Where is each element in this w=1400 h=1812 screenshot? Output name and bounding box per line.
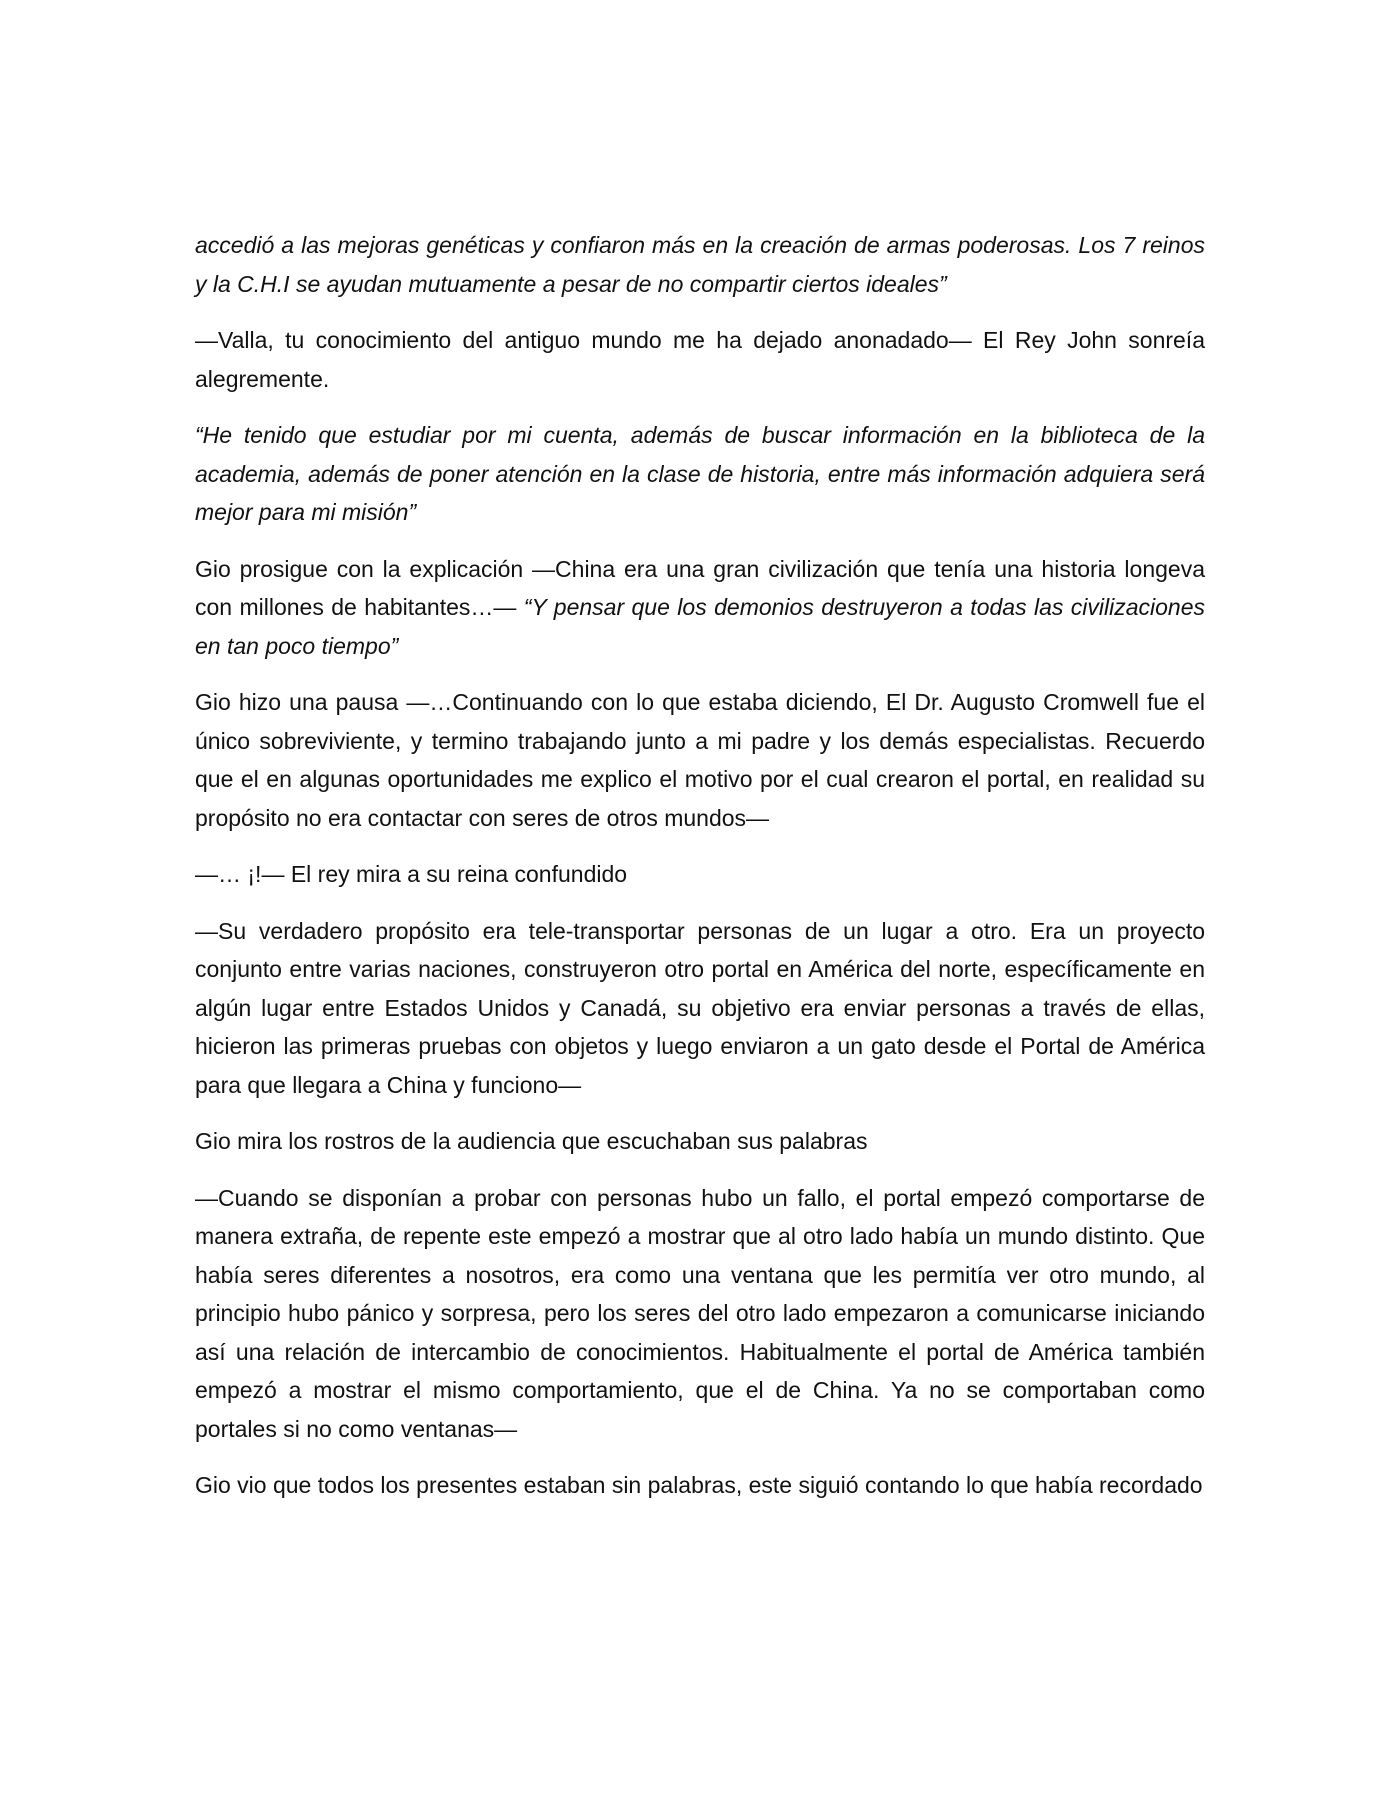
- paragraph-7: [195, 912, 1205, 1105]
- paragraph-4: [195, 550, 1205, 666]
- dialogue-text: —Su verdadero propósito era tele-transportar personas de un lugar a otro. Era un proyecto conjunto entre varias naciones, construyeron otro portal en América del norte, específicamente en algún lugar entre Estados Unidos y Canadá, su objetivo era enviar personas a través de ellas, hicieron las primeras pruebas con objetos y luego enviaron a un gato desde el Portal de América para que llegara a China y funciono—: [195, 917, 1205, 1098]
- paragraph-6: [195, 855, 1205, 894]
- narration-text: Gio vio que todos los presentes estaban sin palabras, este siguió contando lo que había recordado: [195, 1472, 1203, 1498]
- paragraph-5: [195, 683, 1205, 837]
- dialogue-text: —Cuando se disponían a probar con personas hubo un fallo, el portal empezó comportarse de manera extraña, de repente este empezó a mostrar que al otro lado había un mundo distinto. Que había seres diferentes a nosotros, era como una ventana que les permitía ver otro mundo, al principio hubo pánico y sorpresa, pero los seres del otro lado empezaron a comunicarse iniciando así una relación de intercambio de conocimientos. Habitualmente el portal de América también empezó a mostrar el mismo comportamiento, que el de China. Ya no se comportaban como portales si no como ventanas—: [195, 1184, 1205, 1442]
- paragraph-3: [195, 416, 1205, 532]
- paragraph-9: [195, 1179, 1205, 1449]
- narration-text: Gio hizo una pausa —…Continuando con lo que estaba diciendo, El Dr. Augusto Cromwell fue el único sobreviviente, y termino trabajando junto a mi padre y los demás especialistas. Recuerdo que el en algunas oportunidades me explico el motivo por el cual crearon el portal, en realidad su propósito no era contactar con seres de otros mundos—: [195, 689, 1205, 831]
- dialogue-text: —… ¡!— El rey mira a su reina confundido: [195, 861, 628, 887]
- paragraph-10: [195, 1466, 1205, 1505]
- paragraph-2: [195, 321, 1205, 398]
- narration-text: Gio mira los rostros de la audiencia que escuchaban sus palabras: [195, 1128, 868, 1154]
- paragraph-8: [195, 1122, 1205, 1161]
- dialogue-text: —Valla, tu conocimiento del antiguo mundo me ha dejado anonadado— El Rey John sonreía alegremente.: [195, 327, 1205, 392]
- italic-thought-text: “He tenido que estudiar por mi cuenta, además de buscar información en la biblioteca de la academia, además de poner atención en la clase de historia, entre más información adquiera será mejor para mi misión”: [195, 422, 1205, 525]
- italic-thought-text: accedió a las mejoras genéticas y confiaron más en la creación de armas poderosas. Los 7 reinos y la C.H.I se ayudan mutuamente a pesar de no compartir ciertos ideales”: [195, 232, 1205, 297]
- paragraph-1: [195, 226, 1205, 303]
- narration-text: Gio prosigue con la explicación —China era una gran civilización que tenía una historia longeva con millones de habitantes…—: [195, 555, 1205, 620]
- document-page: [195, 226, 1205, 1523]
- italic-thought-text: “Y pensar que los demonios destruyeron a todas las civilizaciones en tan poco tiempo”: [195, 594, 1205, 659]
